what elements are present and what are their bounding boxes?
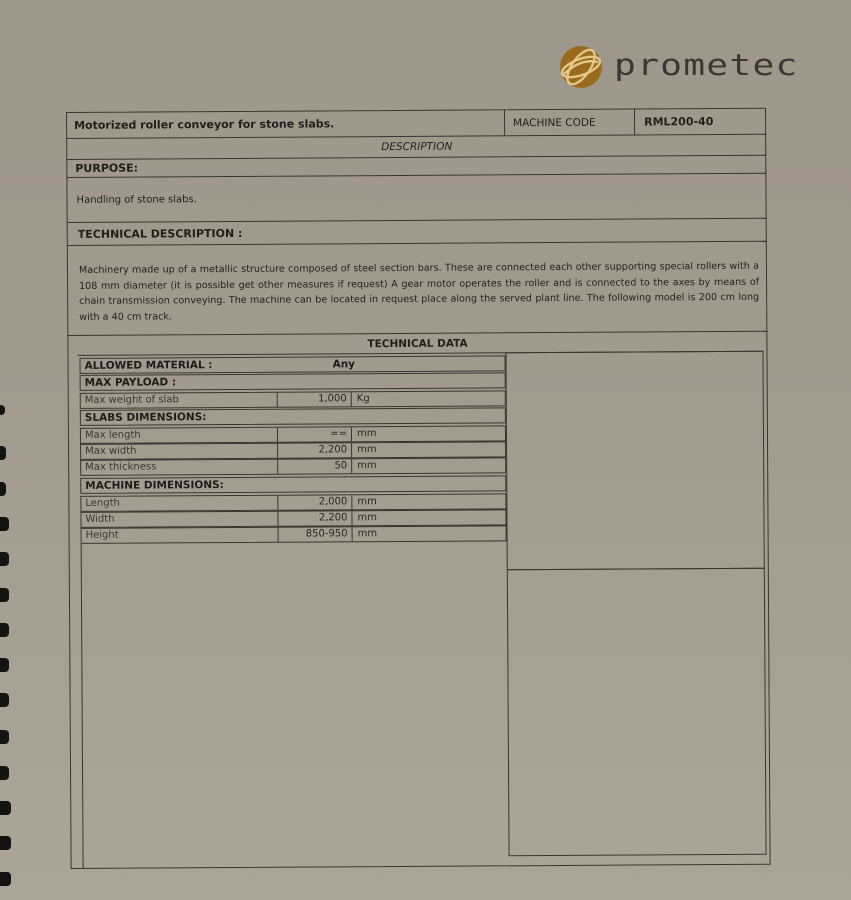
row-unit: mm bbox=[357, 512, 378, 524]
technical-description-text: Machinery made up of a metallic structure composed of steel section bars. These are connected each other supporting special rollers with a 108 mm diameter (it is possible get other measures if request) A gear motor operates the roller and is connected to the axes by means of chain transmission conveying. The machine can be located in request place along the served plant line. The following model is 200 cm long with a 40 cm track. bbox=[78, 260, 760, 323]
max-payload-heading: MAX PAYLOAD : bbox=[84, 376, 177, 389]
divider bbox=[351, 392, 352, 406]
row-value: 50 bbox=[334, 460, 348, 472]
row-value: == bbox=[330, 428, 348, 440]
slabs-dimensions-heading-row bbox=[80, 407, 506, 426]
image-box-top bbox=[505, 351, 764, 571]
row-unit: mm bbox=[357, 496, 377, 508]
binding-ring bbox=[0, 517, 9, 531]
allowed-material-value: Any bbox=[332, 358, 356, 371]
binding-ring bbox=[0, 552, 9, 566]
purpose-text: Handling of stone slabs. bbox=[76, 194, 197, 206]
divider bbox=[277, 460, 278, 474]
machine-code-label: MACHINE CODE bbox=[513, 116, 596, 130]
table-row bbox=[80, 390, 506, 409]
row-label: Width bbox=[85, 513, 115, 525]
row-label: Max width bbox=[85, 445, 137, 457]
binding-ring bbox=[0, 872, 11, 886]
row-value: 1,000 bbox=[318, 393, 347, 405]
brand-name: prometec bbox=[614, 48, 799, 82]
binding-ring bbox=[0, 836, 11, 850]
divider bbox=[277, 444, 278, 458]
divider bbox=[277, 496, 278, 510]
divider bbox=[351, 511, 352, 525]
product-title: Motorized roller conveyor for stone slabs. bbox=[74, 117, 335, 132]
table-row bbox=[81, 525, 507, 544]
slabs-dimensions-heading: SLABS DIMENSIONS: bbox=[84, 411, 207, 424]
table-row bbox=[80, 457, 506, 476]
divider bbox=[504, 109, 505, 135]
binding-ring bbox=[0, 693, 9, 707]
row-label: Length bbox=[85, 497, 120, 509]
binding-ring bbox=[0, 446, 6, 460]
row-label: Max weight of slab bbox=[84, 394, 179, 406]
globe-icon bbox=[558, 44, 604, 90]
purpose-heading: PURPOSE: bbox=[75, 161, 139, 175]
row-unit: mm bbox=[357, 444, 377, 456]
divider bbox=[278, 528, 279, 542]
divider bbox=[351, 495, 352, 509]
row-label: Max length bbox=[84, 429, 141, 441]
divider bbox=[352, 527, 353, 541]
binding-ring bbox=[0, 623, 9, 637]
technical-description-heading: TECHNICAL DESCRIPTION : bbox=[77, 226, 243, 241]
image-box-bottom bbox=[507, 568, 767, 857]
max-payload-heading-row bbox=[80, 372, 506, 391]
brand-logo bbox=[558, 44, 799, 90]
row-unit: mm bbox=[356, 428, 377, 440]
machine-code-value: RML200-40 bbox=[644, 115, 714, 129]
binding-ring bbox=[0, 730, 9, 744]
allowed-material-label: ALLOWED MATERIAL : bbox=[84, 359, 213, 372]
machine-dimensions-heading: MACHINE DIMENSIONS: bbox=[85, 479, 224, 492]
spec-sheet bbox=[66, 108, 771, 869]
technical-data-heading: TECHNICAL DATA bbox=[367, 337, 468, 351]
binding-ring bbox=[0, 482, 6, 496]
binding-ring bbox=[0, 766, 9, 780]
row-unit: mm bbox=[357, 528, 378, 540]
divider bbox=[351, 459, 352, 473]
divider bbox=[277, 393, 278, 407]
divider bbox=[351, 443, 352, 457]
divider bbox=[277, 512, 278, 526]
divider bbox=[277, 428, 278, 442]
machine-dimensions-heading-row bbox=[80, 475, 506, 494]
row-label: Max thickness bbox=[85, 461, 157, 473]
allowed-material-row bbox=[80, 355, 506, 374]
row-value: 2,200 bbox=[318, 444, 348, 456]
row-value: 850-950 bbox=[305, 528, 348, 540]
description-heading: DESCRIPTION bbox=[381, 140, 453, 154]
row-unit: mm bbox=[357, 460, 377, 472]
row-value: 2,000 bbox=[318, 496, 348, 508]
divider bbox=[351, 427, 352, 441]
row-value: 2,200 bbox=[318, 512, 348, 524]
binding-ring bbox=[0, 801, 11, 815]
binding-ring bbox=[0, 658, 9, 672]
divider bbox=[634, 109, 635, 135]
binding-ring bbox=[0, 405, 5, 415]
row-unit: Kg bbox=[356, 393, 370, 405]
row-label: Height bbox=[85, 529, 119, 541]
binding-ring bbox=[0, 588, 9, 602]
